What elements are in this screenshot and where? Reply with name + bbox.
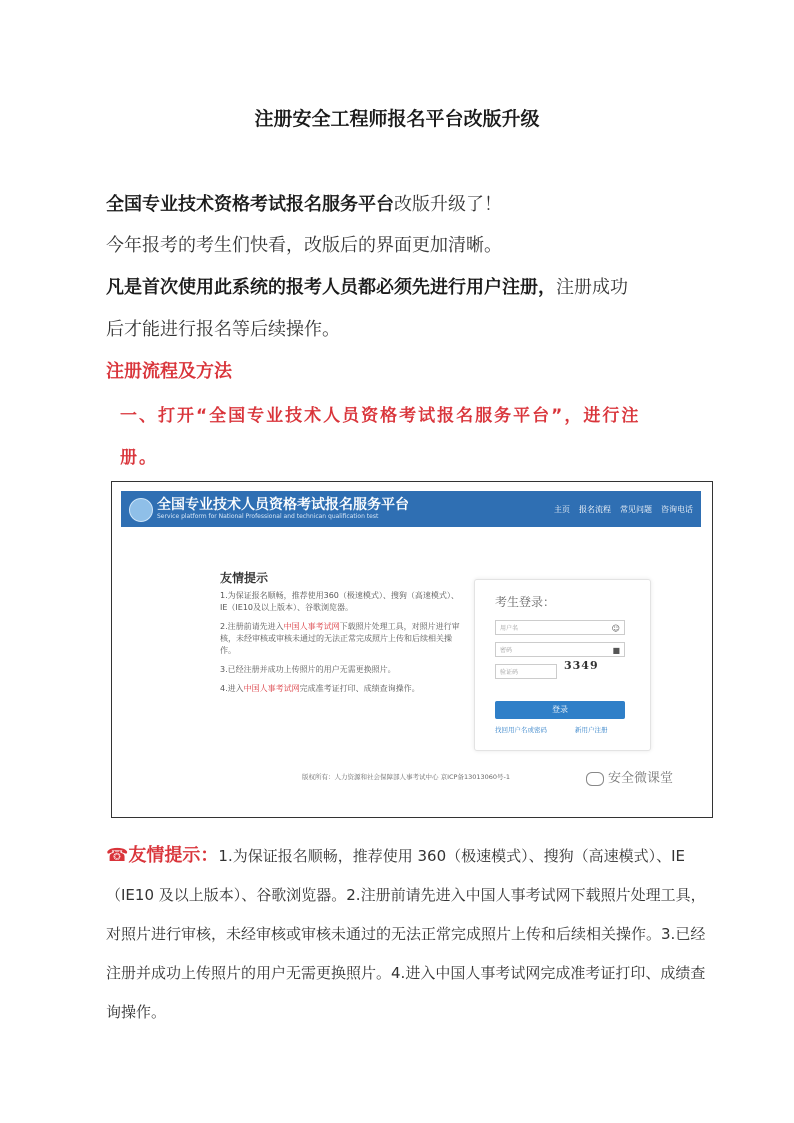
nav-item-contact[interactable]: 咨询电话 bbox=[661, 505, 693, 514]
nav-item-process[interactable]: 报名流程 bbox=[579, 505, 611, 514]
tip-4-link[interactable]: 中国人事考试网 bbox=[243, 684, 300, 693]
watermark bbox=[586, 767, 673, 786]
register-link[interactable]: 新用户注册 bbox=[575, 726, 608, 734]
forgot-password-link[interactable]: 找回用户名或密码 bbox=[495, 726, 547, 734]
tip-2-post: 下载照片处理工具，对照片进行审核，未经审核或审核未通过的无法正常完成照片上传和后续相关操作。 bbox=[220, 622, 460, 655]
step-1-line-1: 一、打开“全国专业技术人员资格考试报名服务平台”，进行注 bbox=[120, 406, 641, 426]
login-panel bbox=[474, 579, 651, 751]
lock-icon: ■ bbox=[612, 646, 620, 655]
platform-footer: 版权所有：人力资源和社会保障部人事考试中心 京ICP备13013060号-1 bbox=[302, 773, 511, 781]
tips-text: 1.为保证报名顺畅，推荐使用 360（极速模式）、搜狗（高速模式）、IE（IE10 及以上版本）、谷歌浏览器。2.注册前请先进入中国人事考试网下载照片处理工具，对照片进行审核，未经审核或审核未通过的无法正常完成照片上传和后续相关操作。3.已经注册并成功上传照片的用户无需更换照片。4.进入中国人事考试网完成准考证打印、成绩查询操作。 bbox=[106, 847, 706, 1021]
platform-logo-icon bbox=[129, 498, 153, 522]
platform-tip-4 bbox=[220, 683, 465, 695]
step-1-line-2: 册。 bbox=[120, 448, 158, 468]
username-placeholder: 用户名 bbox=[500, 625, 519, 632]
platform-header bbox=[121, 491, 701, 527]
platform-header-title: 全国专业技术人员资格考试报名服务平台 bbox=[157, 497, 409, 513]
watermark-text: 安全微课堂 bbox=[608, 771, 674, 786]
tips-label bbox=[106, 845, 218, 866]
tip-2-link[interactable]: 中国人事考试网 bbox=[283, 622, 340, 631]
nav-item-faq[interactable]: 常见问题 bbox=[620, 505, 652, 514]
intro-rest: 改版升级了！ bbox=[394, 194, 502, 215]
intro-bold: 全国专业技术资格考试报名服务平台 bbox=[106, 194, 394, 215]
captcha-input[interactable] bbox=[495, 664, 557, 679]
platform-tip-3: 3.已经注册并成功上传照片的用户无需更换照片。 bbox=[220, 665, 396, 674]
tip-4-post: 完成准考证打印、成绩查询操作。 bbox=[299, 684, 420, 693]
phone-icon: ☎ bbox=[106, 845, 129, 866]
login-button[interactable]: 登录 bbox=[495, 701, 625, 719]
section-heading: 注册流程及方法 bbox=[106, 361, 232, 382]
intro-line-3-rest: 注册成功 bbox=[556, 277, 628, 298]
platform-tips-title: 友情提示 bbox=[220, 571, 269, 585]
captcha-image[interactable]: 3349 bbox=[564, 659, 599, 672]
friendly-tips bbox=[106, 836, 716, 1032]
intro-line-4: 后才能进行报名等后续操作。 bbox=[106, 319, 340, 340]
platform-tip-1: 1.为保证报名顺畅，推荐使用360（极速模式）、搜狗（高速模式）、IE（IE10及以上版本）、谷歌浏览器。 bbox=[220, 591, 459, 612]
username-input[interactable] bbox=[495, 620, 625, 635]
platform-header-subtitle: Service platform for National Professional and technican qualification test bbox=[157, 513, 379, 520]
intro-line bbox=[106, 193, 706, 217]
user-icon: ☺ bbox=[611, 624, 620, 633]
password-placeholder: 密码 bbox=[500, 647, 513, 654]
platform-tip-2 bbox=[220, 621, 465, 657]
intro-line-3-bold: 凡是首次使用此系统的报考人员都必须先进行用户注册， bbox=[106, 277, 556, 298]
tips-label-text: 友情提示： bbox=[128, 845, 219, 866]
platform-screenshot bbox=[111, 481, 713, 818]
nav-item-home[interactable]: 主页 bbox=[554, 505, 570, 514]
platform-tips bbox=[220, 572, 465, 702]
intro-line-3 bbox=[106, 276, 706, 300]
page-title: 注册安全工程师报名平台改版升级 bbox=[254, 108, 540, 130]
password-input[interactable] bbox=[495, 642, 625, 657]
intro-line-2: 今年报考的考生们快看，改版后的界面更加清晰。 bbox=[106, 235, 502, 256]
login-title: 考生登录： bbox=[495, 595, 556, 609]
tip-4-pre: 4.进入 bbox=[220, 684, 244, 693]
platform-nav bbox=[554, 504, 693, 515]
tip-2-pre: 2.注册前请先进入 bbox=[220, 622, 284, 631]
wechat-icon bbox=[586, 772, 604, 786]
captcha-placeholder: 验证码 bbox=[500, 669, 519, 676]
